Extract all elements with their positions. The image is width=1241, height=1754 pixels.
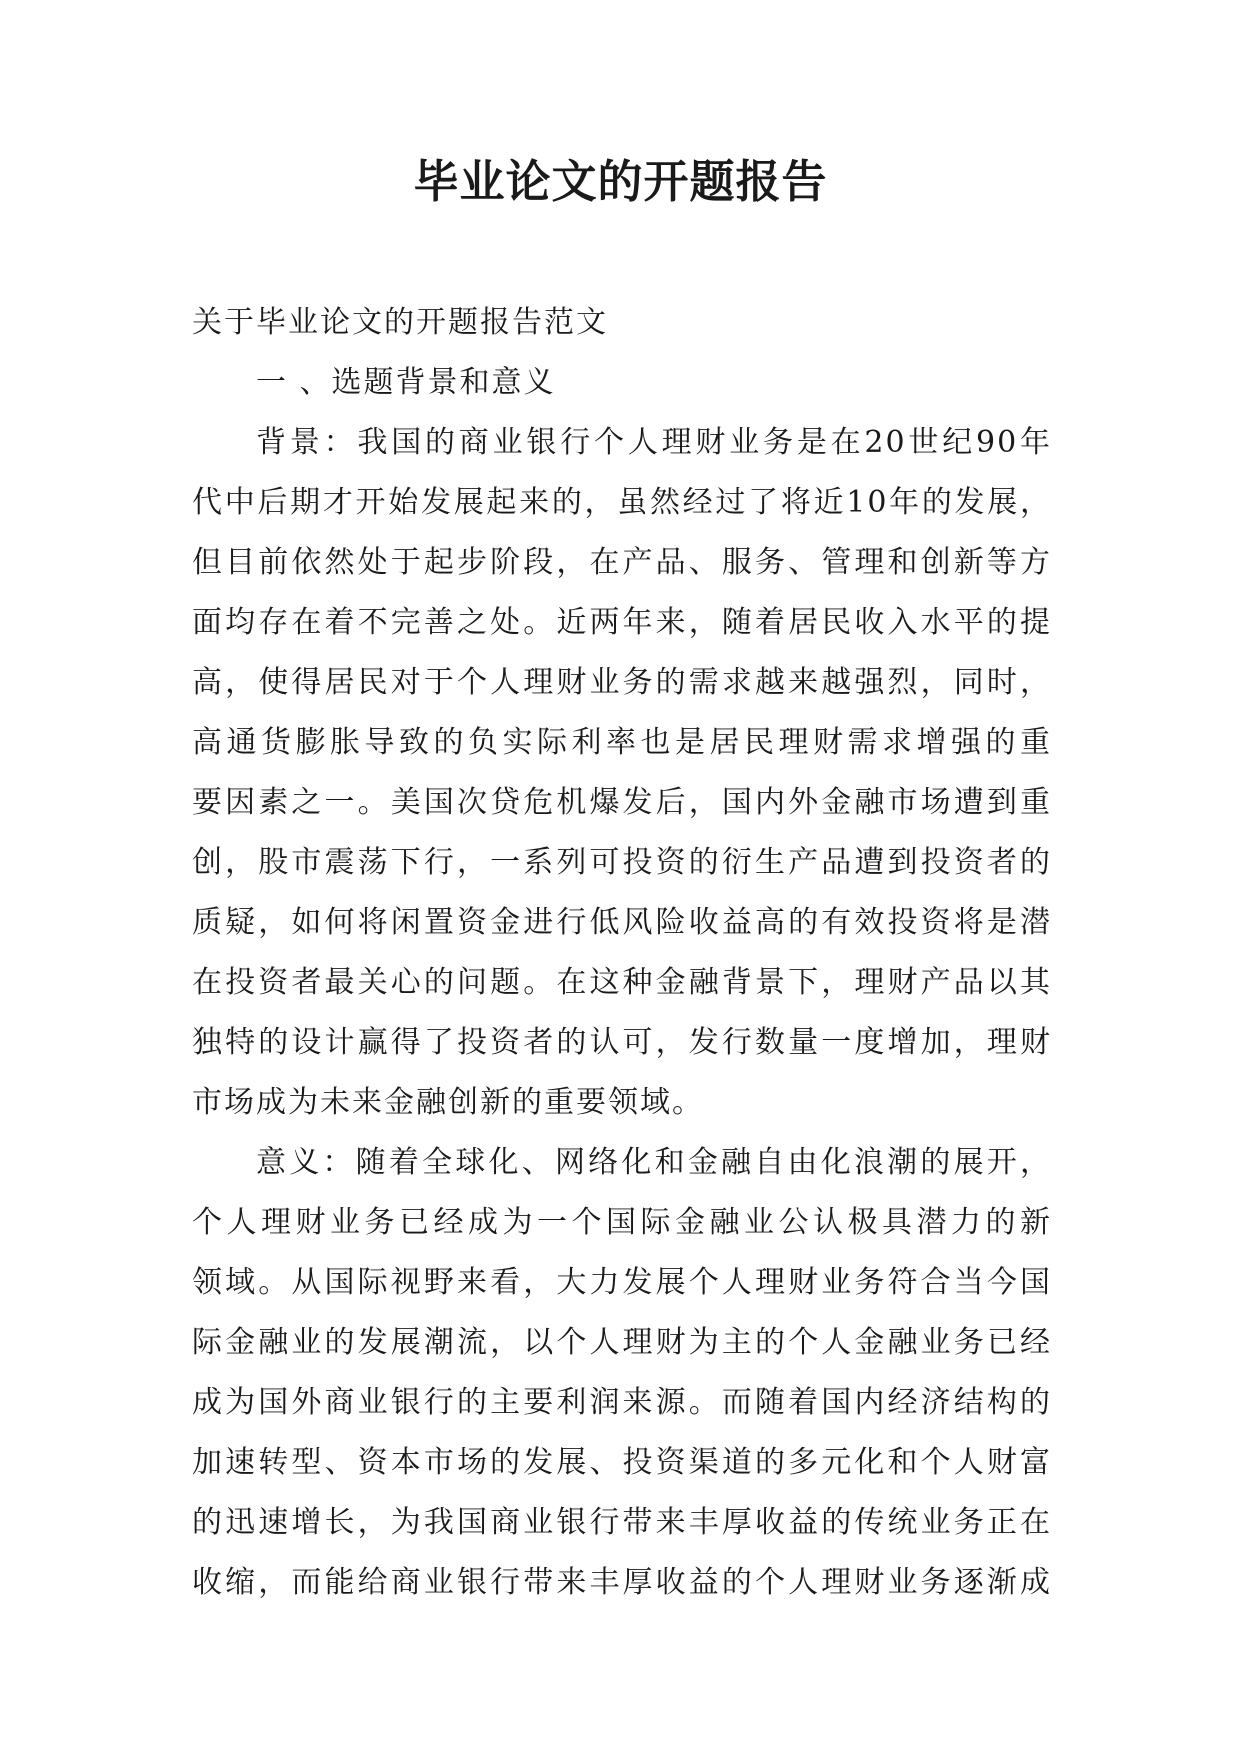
paragraph-significance-line: 领域。从国际视野来看，大力发展个人理财业务符合当今国 — [192, 1265, 1052, 1300]
paragraph-background-line: 市场成为未来金融创新的重要领域。 — [192, 1085, 704, 1120]
paragraph-significance-line: 成为国外商业银行的主要利润来源。而随着国内经济结构的 — [192, 1385, 1052, 1420]
section-heading: 一 、选题背景和意义 — [256, 365, 556, 400]
paragraph-background-line: 在投资者最关心的问题。在这种金融背景下，理财产品以其 — [192, 965, 1052, 1000]
paragraph-background-line: 代中后期才开始发展起来的，虽然经过了将近10年的发展， — [192, 485, 1052, 520]
paragraph-significance-line: 际金融业的发展潮流，以个人理财为主的个人金融业务已经 — [192, 1325, 1052, 1360]
paragraph-background-line: 面均存在着不完善之处。近两年来，随着居民收入水平的提 — [192, 605, 1052, 640]
paragraph-significance-line: 收缩，而能给商业银行带来丰厚收益的个人理财业务逐渐成 — [192, 1565, 1052, 1600]
paragraph-significance-line: 个人理财业务已经成为一个国际金融业公认极具潜力的新 — [192, 1205, 1052, 1240]
paragraph-significance-line: 加速转型、资本市场的发展、投资渠道的多元化和个人财富 — [192, 1445, 1052, 1480]
paragraph-background-line: 高通货膨胀导致的负实际利率也是居民理财需求增强的重 — [192, 725, 1052, 760]
paragraph-background-line: 创，股市震荡下行，一系列可投资的衍生产品遭到投资者的 — [192, 845, 1052, 880]
paragraph-significance-line: 的迅速增长，为我国商业银行带来丰厚收益的传统业务正在 — [192, 1505, 1052, 1540]
paragraph-background-line: 独特的设计赢得了投资者的认可，发行数量一度增加，理财 — [192, 1025, 1052, 1060]
paragraph-background-line: 背景：我国的商业银行个人理财业务是在20世纪90年 — [256, 425, 1052, 460]
document-title: 毕业论文的开题报告 — [413, 155, 828, 208]
text-line-subtitle: 关于毕业论文的开题报告范文 — [192, 305, 608, 340]
paragraph-significance-line: 意义：随着全球化、网络化和金融自由化浪潮的展开， — [256, 1145, 1052, 1180]
paragraph-background-line: 但目前依然处于起步阶段，在产品、服务、管理和创新等方 — [192, 545, 1052, 580]
paragraph-background-line: 要因素之一。美国次贷危机爆发后，国内外金融市场遭到重 — [192, 785, 1052, 820]
document-body — [192, 293, 1052, 1613]
paragraph-background-line: 高，使得居民对于个人理财业务的需求越来越强烈，同时， — [192, 665, 1052, 700]
paragraph-background-line: 质疑，如何将闲置资金进行低风险收益高的有效投资将是潜 — [192, 905, 1052, 940]
